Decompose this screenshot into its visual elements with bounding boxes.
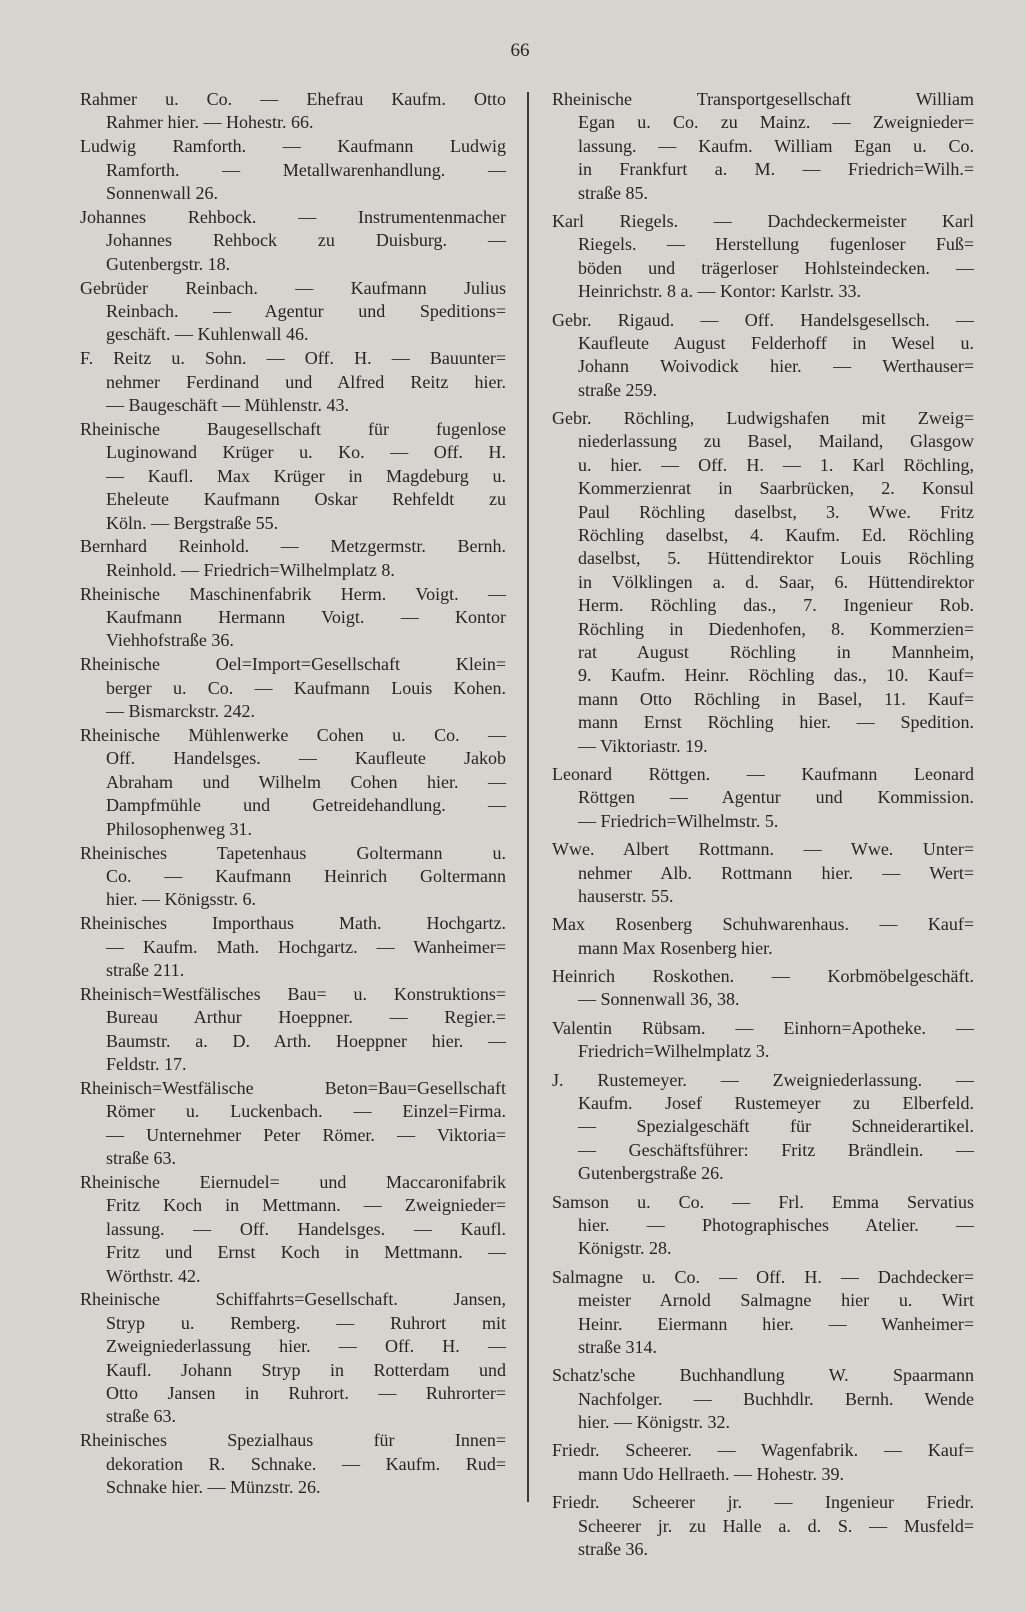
entry-text-line: Otto Jansen in Ruhrort. — Ruhrorter= [106,1382,506,1403]
entry-heading-line: Rheinisch=Westfälisches Bau= u. Konstruktions= [80,983,506,1004]
entry-text-line: Römer u. Luckenbach. — Einzel=Firma. [106,1101,506,1122]
directory-entry [552,309,974,403]
directory-entry [80,724,506,841]
entry-text-line: Eheleute Kaufmann Oskar Rehfeldt zu [106,489,506,510]
entry-text-line: — Bismarckstr. 242. [106,701,255,722]
entry-text-line: Kaufleute August Felderhoff in Wesel u. [578,332,974,353]
entry-text-line: lassung. — Off. Handelsges. — Kaufl. [106,1218,506,1239]
entry-text-line: Köln. — Bergstraße 55. [106,512,279,533]
entry-text-line: straße 85. [578,182,648,203]
entry-text-line: Röchling daselbst, 4. Kaufm. Ed. Röchling [578,525,974,546]
entry-text-line: Kommerzienrat in Saarbrücken, 2. Konsul [578,478,974,499]
entry-heading-line: Rheinische Oel=Import=Gesellschaft Klein= [80,654,506,675]
entry-text-line: — Viktoriastr. 19. [578,735,708,756]
directory-entry [80,135,506,205]
entry-text-line: Fritz und Ernst Koch in Mettmann. — [106,1242,506,1263]
directory-entry [552,763,974,833]
directory-entry [552,88,974,205]
entry-text-line: Gutenbergstr. 18. [106,253,231,274]
entry-text-line: — Baugeschäft — Mühlenstr. 43. [106,395,349,416]
entry-heading-line: Samson u. Co. — Frl. Emma Servatius [552,1191,974,1212]
entry-text-line: Ramforth. — Metallwarenhandlung. — [106,159,506,180]
entry-text-line: rat August Röchling in Mannheim, [578,641,974,662]
entry-text-line: 9. Kaufm. Heinr. Röchling das., 10. Kauf= [578,665,974,686]
entry-text-line: — Geschäftsführer: Fritz Brändlein. — [578,1139,974,1160]
entry-text-line: Heinrichstr. 8 a. — Kontor: Karlstr. 33. [578,281,861,302]
entry-text-line: Stryp u. Remberg. — Ruhrort mit [106,1312,506,1333]
entry-text-line: Kaufmann Hermann Voigt. — Kontor [106,607,506,628]
entry-text-line: nehmer Alb. Rottmann hier. — Wert= [578,862,974,883]
directory-entry [80,418,506,535]
entry-text-line: in Völklingen a. d. Saar, 6. Hüttendirektor [578,571,974,592]
entry-heading-line: Gebr. Rigaud. — Off. Handelsgesellsch. — [552,309,974,330]
entry-text-line: Reinbach. — Agentur und Speditions= [106,301,506,322]
entry-text-line: — Friedrich=Wilhelmstr. 5. [578,810,779,831]
entry-heading-line: Schatz'sche Buchhandlung W. Spaarmann [552,1365,974,1386]
directory-entry [552,210,974,304]
entry-text-line: Dampfmühle und Getreidehandlung. — [106,795,506,816]
entry-heading-line: Rheinische Maschinenfabrik Herm. Voigt. — [80,583,506,604]
entry-text-line: Off. Handelsges. — Kaufleute Jakob [106,748,506,769]
entry-text-line: Sonnenwall 26. [106,183,218,204]
entry-heading-line: Rheinische Baugesellschaft für fugenlose [80,418,506,439]
entry-text-line: mann Max Rosenberg hier. [578,937,773,958]
entry-text-line: daselbst, 5. Hüttendirektor Louis Röchling [578,548,974,569]
entry-text-line: Johannes Rehbock zu Duisburg. — [106,230,506,251]
entry-text-line: Riegels. — Herstellung fugenloser Fuß= [578,234,974,255]
directory-entry [552,1266,974,1360]
entry-heading-line: Rheinische Eiernudel= und Maccaronifabrik [80,1171,506,1192]
directory-entry [80,1288,506,1428]
entry-text-line: Röchling in Diedenhofen, 8. Kommerzien= [578,618,974,639]
entry-text-line: dekoration R. Schnake. — Kaufm. Rud= [106,1453,506,1474]
entry-heading-line: Rheinisches Spezialhaus für Innen= [80,1430,506,1451]
entry-heading-line: Rheinisches Importhaus Math. Hochgartz. [80,913,506,934]
entry-text-line: Fritz Koch in Mettmann. — Zweignieder= [106,1195,506,1216]
directory-entry [552,1017,974,1064]
entry-text-line: Kaufm. Josef Rustemeyer zu Elberfeld. [578,1093,974,1114]
entry-heading-line: Gebr. Röchling, Ludwigshafen mit Zweig= [552,408,974,429]
directory-entry [552,407,974,758]
entry-text-line: Egan u. Co. zu Mainz. — Zweignieder= [578,112,974,133]
entry-heading-line: Rahmer u. Co. — Ehefrau Kaufm. Otto [80,89,506,109]
entry-heading-line: Rheinisches Tapetenhaus Goltermann u. [80,842,506,863]
entry-text-line: Paul Röchling daselbst, 3. Wwe. Fritz [578,501,974,522]
entry-heading-line: Bernhard Reinhold. — Metzgermstr. Bernh. [80,536,506,557]
entry-text-line: Bureau Arthur Hoeppner. — Regier.= [106,1007,506,1028]
entry-heading-line: Johannes Rehbock. — Instrumentenmacher [80,206,506,227]
entry-text-line: Röttgen — Agentur und Kommission. [578,787,974,808]
entry-heading-line: Friedr. Scheerer jr. — Ingenieur Friedr. [552,1492,974,1513]
directory-entry [80,277,506,347]
directory-entry [80,1077,506,1171]
entry-text-line: — Unternehmer Peter Römer. — Viktoria= [106,1124,506,1145]
page-number: 66 [510,40,530,61]
entry-text-line: mann Udo Hellraeth. — Hohestr. 39. [578,1463,844,1484]
directory-entry [552,913,974,960]
directory-entry [552,1364,974,1434]
directory-entry [80,88,506,135]
entry-text-line: Feldstr. 17. [106,1054,187,1075]
directory-entry [80,1429,506,1499]
entry-text-line: Königstr. 28. [578,1238,672,1259]
entry-heading-line: Friedr. Scheerer. — Wagenfabrik. — Kauf= [552,1440,974,1461]
entry-text-line: Johann Woivodick hier. — Werthauser= [578,356,974,377]
entry-heading-line: Heinrich Roskothen. — Korbmöbelgeschäft. [552,966,974,987]
entry-text-line: mann Otto Röchling in Basel, 11. Kauf= [578,688,974,709]
entry-text-line: böden und trägerloser Hohlsteindecken. — [578,257,974,278]
entry-text-line: Gutenbergstraße 26. [578,1163,724,1184]
entry-text-line: — Kaufm. Math. Hochgartz. — Wanheimer= [106,936,506,957]
entry-text-line: lassung. — Kaufm. William Egan u. Co. [578,135,974,156]
entry-text-line: straße 63. [106,1148,176,1169]
entry-text-line: Friedrich=Wilhelmplatz 3. [578,1041,770,1062]
entry-text-line: Nachfolger. — Buchhdlr. Bernh. Wende [578,1388,974,1409]
entry-heading-line: Rheinische Schiffahrts=Gesellschaft. Jansen, [80,1289,506,1310]
entry-text-line: hier. — Königstr. 32. [578,1412,730,1433]
entry-heading-line: Ludwig Ramforth. — Kaufmann Ludwig [80,136,506,157]
entry-text-line: hier. — Photographisches Atelier. — [578,1214,974,1235]
directory-entry [80,583,506,653]
directory-entry [80,535,506,582]
entry-text-line: straße 63. [106,1406,176,1427]
entry-heading-line: Rheinische Mühlenwerke Cohen u. Co. — [80,725,506,746]
directory-entry [80,983,506,1077]
entry-text-line: straße 211. [106,959,185,980]
entry-text-line: Reinhold. — Friedrich=Wilhelmplatz 8. [106,559,395,580]
left-column [80,88,506,1500]
directory-entry [552,1439,974,1486]
entry-text-line: hier. — Königsstr. 6. [106,889,257,910]
entry-text-line: Luginowand Krüger u. Ko. — Off. H. [106,442,506,463]
entry-text-line: Zweigniederlassung hier. — Off. H. — [106,1336,506,1357]
entry-text-line: Co. — Kaufmann Heinrich Goltermann [106,865,506,886]
entry-text-line: berger u. Co. — Kaufmann Louis Kohen. [106,677,506,698]
directory-entry [80,653,506,723]
entry-heading-line: Gebrüder Reinbach. — Kaufmann Julius [80,277,506,298]
entry-text-line: Heinr. Eiermann hier. — Wanheimer= [578,1313,974,1334]
directory-entry [80,1171,506,1288]
entry-heading-line: Rheinische Transportgesellschaft William [552,89,974,109]
entry-heading-line: J. Rustemeyer. — Zweigniederlassung. — [552,1069,974,1090]
entry-text-line: — Sonnenwall 36, 38. [578,989,740,1010]
entry-text-line: Rahmer hier. — Hohestr. 66. [106,112,314,133]
directory-entry [552,1191,974,1261]
entry-text-line: Schnake hier. — Münzstr. 26. [106,1477,321,1498]
entry-text-line: — Kaufl. Max Krüger in Magdeburg u. [106,465,506,486]
entry-text-line: hauserstr. 55. [578,885,674,906]
entry-text-line: straße 314. [578,1336,657,1357]
entry-heading-line: Rheinisch=Westfälische Beton=Bau=Gesellschaft [80,1077,506,1098]
entry-heading-line: Salmagne u. Co. — Off. H. — Dachdecker= [552,1266,974,1287]
entry-text-line: niederlassung zu Basel, Mailand, Glasgow [578,431,974,452]
entry-text-line: straße 259. [578,379,657,400]
entry-text-line: Philosophenweg 31. [106,818,252,839]
right-column [552,88,974,1566]
entry-heading-line: Leonard Röttgen. — Kaufmann Leonard [552,763,974,784]
directory-entry [80,347,506,417]
directory-entry [552,1069,974,1186]
directory-entry [552,1491,974,1561]
directory-entry [80,842,506,912]
entry-text-line: Herm. Röchling das., 7. Ingenieur Rob. [578,595,974,616]
entry-text-line: u. hier. — Off. H. — 1. Karl Röchling, [578,454,974,475]
entry-text-line: straße 36. [578,1539,648,1560]
directory-entry [80,912,506,982]
directory-entry [552,965,974,1012]
entry-text-line: Scheerer jr. zu Halle a. d. S. — Musfeld= [578,1515,974,1536]
entry-heading-line: Valentin Rübsam. — Einhorn=Apotheke. — [552,1017,974,1038]
entry-text-line: Viehhofstraße 36. [106,630,234,651]
entry-heading-line: Wwe. Albert Rottmann. — Wwe. Unter= [552,839,974,860]
entry-heading-line: Max Rosenberg Schuhwarenhaus. — Kauf= [552,914,974,935]
entry-text-line: Kaufl. Johann Stryp in Rotterdam und [106,1359,506,1380]
entry-heading-line: Karl Riegels. — Dachdeckermeister Karl [552,210,974,231]
entry-text-line: Baumstr. a. D. Arth. Hoeppner hier. — [106,1030,506,1051]
column-divider [527,92,529,1502]
entry-text-line: Wörthstr. 42. [106,1265,201,1286]
directory-entry [80,206,506,276]
entry-text-line: mann Ernst Röchling hier. — Spedition. [578,712,974,733]
entry-text-line: nehmer Ferdinand und Alfred Reitz hier. [106,371,506,392]
directory-entry [552,838,974,908]
entry-text-line: in Frankfurt a. M. — Friedrich=Wilh.= [578,159,974,180]
entry-text-line: meister Arnold Salmagne hier u. Wirt [578,1290,974,1311]
entry-text-line: Abraham und Wilhelm Cohen hier. — [106,771,506,792]
entry-text-line: — Spezialgeschäft für Schneiderartikel. [578,1116,974,1137]
entry-text-line: geschäft. — Kuhlenwall 46. [106,324,309,345]
entry-heading-line: F. Reitz u. Sohn. — Off. H. — Bauunter= [80,348,506,369]
